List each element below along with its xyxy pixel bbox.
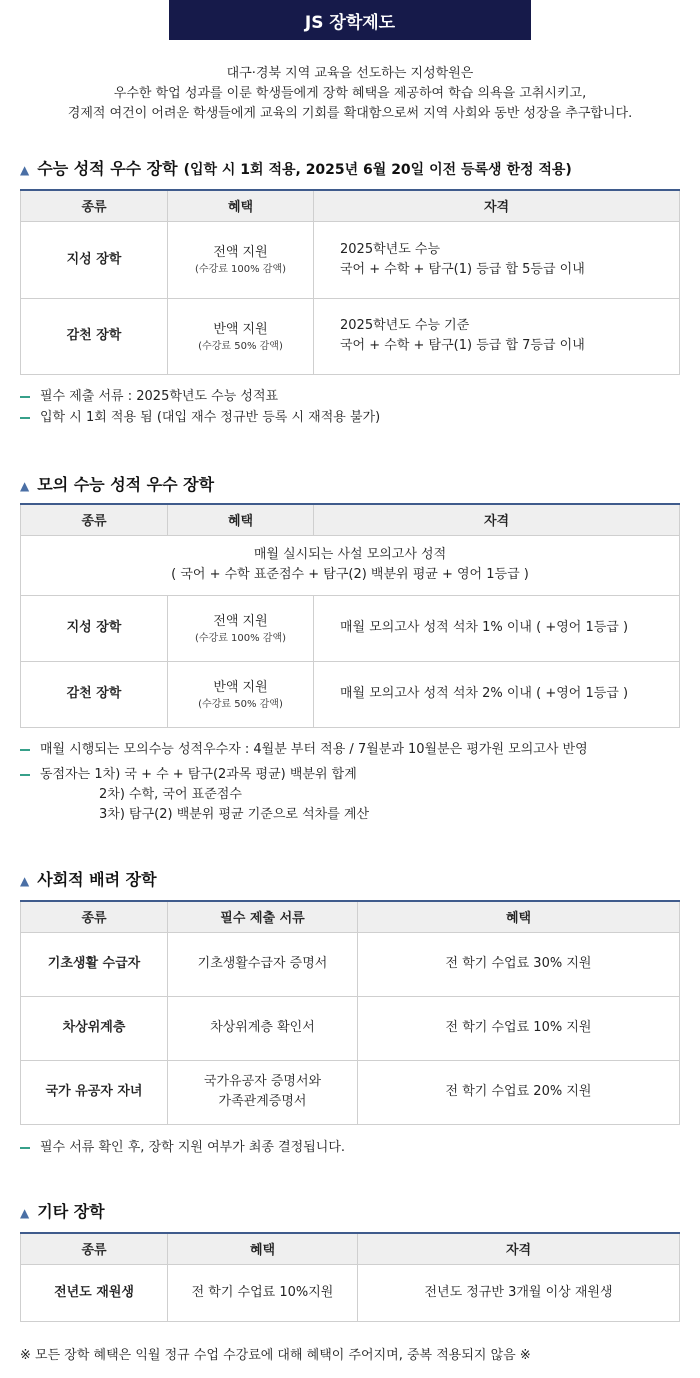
column-header: 혜택 — [168, 190, 314, 221]
qualification-cell: 전년도 정규반 3개월 이상 재원생 — [358, 1264, 680, 1321]
table-header-row — [21, 504, 680, 535]
section-heading-mock — [20, 472, 214, 495]
qualification-line: 국어 + 수학 + 탐구(1) 등급 합 7등급 이내 — [340, 338, 585, 353]
table-header-row — [21, 1233, 680, 1264]
benefit-note: (수강료 100% 감액) — [194, 264, 287, 275]
benefit-note: (수강료 50% 감액) — [198, 698, 283, 710]
intro-line: 우수한 학업 성과를 이룬 학생들에게 장학 혜택을 제공하여 학습 의욕을 고취시키고, — [113, 86, 587, 101]
qualification-cell: 매월 모의고사 성적 석차 2% 이내 ( +영어 1등급 ) — [314, 661, 680, 727]
table-header-row — [21, 190, 680, 221]
page-title: JS 장학제도 — [169, 0, 531, 40]
benefit-cell — [168, 595, 314, 661]
qualification-cell — [314, 298, 680, 374]
benefit-cell: 전 학기 수업료 10% 지원 — [358, 996, 680, 1060]
column-header: 종류 — [21, 504, 168, 535]
column-header: 혜택 — [168, 504, 314, 535]
scholarship-type: 지성 장학 — [21, 595, 168, 661]
section-title: 수능 성적 우수 장학 — [37, 159, 178, 178]
scholarship-type: 감천 장학 — [21, 661, 168, 727]
column-header: 필수 제출 서류 — [168, 901, 358, 932]
note-continuation: 3차) 탐구(2) 백분위 평균 기준으로 석차를 계산 — [99, 807, 370, 822]
section-title: 사회적 배려 장학 — [37, 870, 157, 889]
table-row — [21, 932, 680, 996]
scholarship-type: 감천 장학 — [21, 298, 168, 374]
scholarship-type: 국가 유공자 자녀 — [21, 1060, 168, 1124]
document-cell: 국가유공자 증명서와 가족관계증명서 — [168, 1060, 358, 1124]
column-header: 혜택 — [358, 901, 680, 932]
table-row — [21, 1264, 680, 1321]
benefit-cell: 전 학기 수업료 30% 지원 — [358, 932, 680, 996]
triangle-icon: ▲ — [20, 163, 30, 177]
benefit-cell: 전 학기 수업료 20% 지원 — [358, 1060, 680, 1124]
csat-scholarship-table — [20, 189, 680, 375]
table-row — [21, 996, 680, 1060]
section-subtitle: (입학 시 1회 적용, 2025년 6월 20일 이전 등록생 한정 적용) — [183, 162, 572, 178]
section-heading-csat — [20, 156, 572, 179]
dash-icon — [20, 1147, 30, 1149]
scholarship-type: 전년도 재원생 — [21, 1264, 168, 1321]
qualification-line: 2025학년도 수능 기준 — [340, 318, 470, 333]
section-title: 기타 장학 — [37, 1202, 105, 1221]
criteria-line: 매월 실시되는 사설 모의고사 성적 — [253, 547, 447, 562]
column-header: 자격 — [358, 1233, 680, 1264]
intro-line: 대구·경북 지역 교육을 선도하는 지성학원은 — [226, 66, 474, 81]
qualification-cell — [314, 221, 680, 298]
document-cell: 차상위계층 확인서 — [168, 996, 358, 1060]
dash-icon — [20, 417, 30, 419]
column-header: 혜택 — [168, 1233, 358, 1264]
intro-text — [0, 64, 700, 124]
benefit-cell — [168, 221, 314, 298]
benefit-text: 전액 지원 — [213, 245, 268, 260]
scholarship-type: 기초생활 수급자 — [21, 932, 168, 996]
benefit-note: (수강료 50% 감액) — [198, 340, 283, 352]
table-header-row — [21, 901, 680, 932]
social-notes — [20, 1137, 345, 1158]
dash-icon — [20, 774, 30, 776]
merged-criteria-cell — [21, 535, 680, 595]
mock-scholarship-table — [20, 503, 680, 728]
column-header: 자격 — [314, 504, 680, 535]
triangle-icon: ▲ — [20, 479, 30, 493]
social-scholarship-table — [20, 900, 680, 1125]
table-row — [21, 661, 680, 727]
scholarship-type: 지성 장학 — [21, 221, 168, 298]
note-item: 입학 시 1회 적용 됨 (대입 재수 정규반 등록 시 재적용 불가) — [20, 407, 380, 428]
note-item: 필수 제출 서류 : 2025학년도 수능 성적표 — [20, 386, 380, 407]
note-continuation: 2차) 수학, 국어 표준점수 — [99, 787, 242, 802]
benefit-cell — [168, 298, 314, 374]
qualification-line: 2025학년도 수능 — [340, 241, 441, 257]
benefit-text: 전액 지원 — [213, 613, 268, 629]
table-row-merged — [21, 535, 680, 595]
document-cell: 기초생활수급자 증명서 — [168, 932, 358, 996]
table-row — [21, 298, 680, 374]
section-heading-social — [20, 867, 157, 890]
triangle-icon: ▲ — [20, 1206, 30, 1220]
intro-line: 경제적 여건이 어려운 학생들에게 교육의 기회를 확대함으로써 지역 사회와 동반 성장을 추구합니다. — [67, 106, 633, 121]
qualification-cell: 매월 모의고사 성적 석차 1% 이내 ( +영어 1등급 ) — [314, 595, 680, 661]
csat-notes — [20, 386, 380, 428]
benefit-text: 반액 지원 — [213, 321, 268, 337]
benefit-text: 반액 지원 — [213, 679, 268, 695]
table-row — [21, 221, 680, 298]
benefit-cell: 전 학기 수업료 10%지원 — [168, 1264, 358, 1321]
mock-notes — [20, 739, 588, 825]
column-header: 종류 — [21, 1233, 168, 1264]
dash-icon — [20, 396, 30, 398]
note-item: 동점자는 1차) 국 + 수 + 탐구(2과목 평균) 백분위 합계 — [20, 764, 588, 785]
qualification-line: 국어 + 수학 + 탐구(1) 등급 합 5등급 이내 — [340, 261, 585, 277]
benefit-cell — [168, 661, 314, 727]
section-title: 모의 수능 성적 우수 장학 — [37, 475, 215, 494]
other-scholarship-table — [20, 1232, 680, 1322]
dash-icon — [20, 749, 30, 751]
table-row — [21, 1060, 680, 1124]
column-header: 종류 — [21, 190, 168, 221]
note-item: 매월 시행되는 모의수능 성적우수자 : 4월분 부터 적용 / 7월분과 10월분은 평가원 모의고사 반영 — [20, 739, 588, 760]
footer-notice: ※ 모든 장학 혜택은 익월 정규 수업 수강료에 대해 혜택이 주어지며, 중복 적용되지 않음 ※ — [20, 1348, 531, 1363]
column-header: 자격 — [314, 190, 680, 221]
table-row — [21, 595, 680, 661]
benefit-note: (수강료 100% 감액) — [194, 632, 287, 644]
triangle-icon: ▲ — [20, 874, 30, 888]
column-header: 종류 — [21, 901, 168, 932]
criteria-line: ( 국어 + 수학 표준점수 + 탐구(2) 백분위 평균 + 영어 1등급 ) — [171, 567, 529, 582]
note-item: 필수 서류 확인 후, 장학 지원 여부가 최종 결정됩니다. — [20, 1137, 345, 1158]
section-heading-other — [20, 1199, 105, 1222]
scholarship-type: 차상위계층 — [21, 996, 168, 1060]
